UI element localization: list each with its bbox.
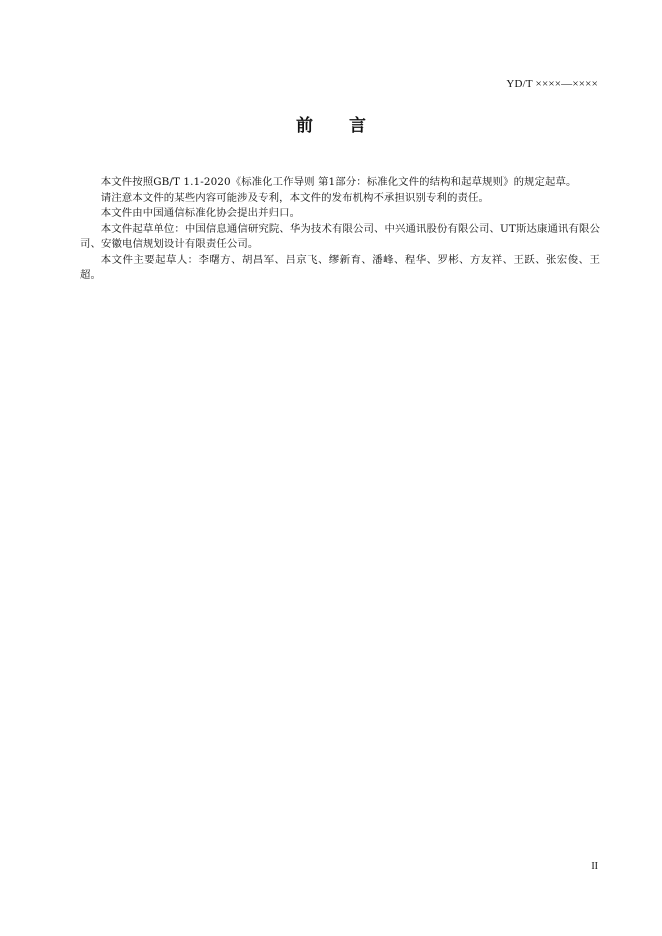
page-number: II — [591, 861, 598, 872]
paragraph-patent-notice: 请注意本文件的某些内容可能涉及专利，本文件的发布机构不承担识别专利的责任。 — [100, 191, 489, 204]
preface-body — [80, 175, 600, 284]
document-code: YD/T ××××—×××× — [506, 78, 598, 90]
paragraph-proposer: 本文件由中国通信标准化协会提出并归口。 — [100, 207, 301, 219]
paragraph-drafters: 本文件主要起草人：李曙方、胡昌军、吕京飞、缪新育、潘峰、程华、罗彬、方友祥、王跃、张宏俊、王超。 — [80, 253, 600, 281]
page-title: 前言 — [296, 116, 402, 136]
paragraph-drafting-rules: 本文件按照GB/T 1.1-2020《标准化工作导则 第1部分：标准化文件的结构和起草规则》的规定起草。 — [100, 176, 577, 188]
paragraph-drafting-units: 本文件起草单位：中国信息通信研究院、华为技术有限公司、中兴通讯股份有限公司、UT斯达康通讯有限公司、安徽电信规划设计有限责任公司。 — [80, 222, 600, 250]
